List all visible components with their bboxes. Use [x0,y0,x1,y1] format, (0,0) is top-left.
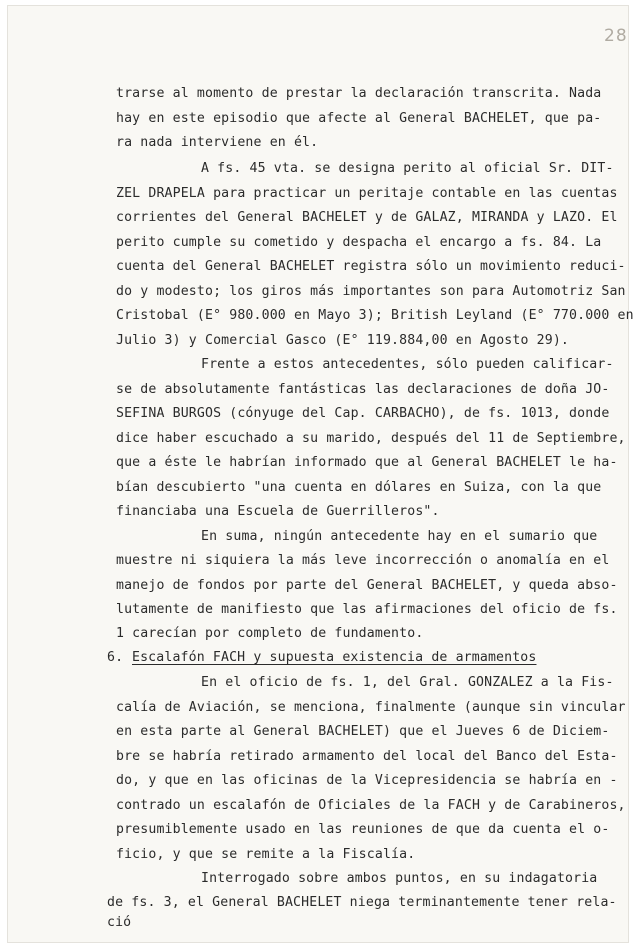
text-line: En suma, ningún antecedente hay en el sumario que [201,529,598,544]
text-line: en esta parte al General BACHELET) que el Jueves 6 de Diciem- [116,724,610,739]
text-line: Interrogado sobre ambos puntos, en su indagatoria [201,871,598,886]
text-line: financiaba una Escuela de Guerrilleros". [116,504,440,519]
text-line: de fs. 3, el General BACHELET niega terminantemente tener rela- [107,895,617,910]
text-line: SEFINA BURGOS (cónyuge del Cap. CARBACHO), de fs. 1013, donde [116,406,610,421]
document-page [8,6,634,942]
text-line: 1 carecían por completo de fundamento. [116,626,424,641]
text-line: corrientes del General BACHELET y de GALAZ, MIRANDA y LAZO. El [116,210,618,225]
text-line: ficio, y que se remite a la Fiscalía. [116,847,416,862]
text-line: se de absolutamente fantásticas las declaraciones de doña JO- [116,382,610,397]
text-line: contrado un escalafón de Oficiales de la FACH y de Carabineros, [116,798,626,813]
text-line: Frente a estos antecedentes, sólo pueden calificar- [201,357,614,372]
text-line: do, y que en las oficinas de la Vicepresidencia se habría en - [116,773,618,788]
section-heading: Escalafón FACH y supuesta existencia de armamentos [132,650,537,665]
text-line: manejo de fondos por parte del General BACHELET, y queda abso- [116,578,618,593]
text-line: bían descubierto "una cuenta en dólares en Suiza, con la que [116,480,602,495]
text-line: cuenta del General BACHELET registra sólo un movimiento reduci- [116,259,626,274]
text-line: hay en este episodio que afecte al General BACHELET, que pa- [116,111,602,126]
text-line: ZEL DRAPELA para practicar un peritaje contable en las cuentas [116,186,618,201]
text-line: presumiblemente usado en las reuniones de que da cuenta el o- [116,822,610,837]
text-line: Cristobal (E° 980.000 en Mayo 3); British Leyland (E° 770.000 en [116,308,634,323]
text-line: A fs. 45 vta. se designa perito al oficial Sr. DIT- [201,161,614,176]
text-line: En el oficio de fs. 1, del Gral. GONZALEZ a la Fis- [201,675,614,690]
text-line: bre se habría retirado armamento del local del Banco del Esta- [116,749,618,764]
text-line: dice haber escuchado a su marido, después del 11 de Septiembre, [116,431,626,446]
text-line: lutamente de manifiesto que las afirmaciones del oficio de fs. [116,602,618,617]
section-number: 6. [107,650,124,665]
page-number: 28 [604,26,628,46]
text-line: trarse al momento de prestar la declaración transcrita. Nada [116,86,602,101]
text-line: do y modesto; los giros más importantes son para Automotriz San [116,284,626,299]
text-line: perito cumple su cometido y despacha el encargo a fs. 84. La [116,235,602,250]
text-line: que a éste le habrían informado que al General BACHELET le ha- [116,455,618,470]
text-line: Julio 3) y Comercial Gasco (E° 119.884,00 en Agosto 29). [116,333,570,348]
text-line: ra nada interviene en él. [116,135,319,150]
text-line: ció [107,915,132,930]
text-line: muestre ni siquiera la más leve incorrección o anomalía en el [116,553,610,568]
text-line: calía de Aviación, se menciona, finalmente (aunque sin vincular [116,700,626,715]
